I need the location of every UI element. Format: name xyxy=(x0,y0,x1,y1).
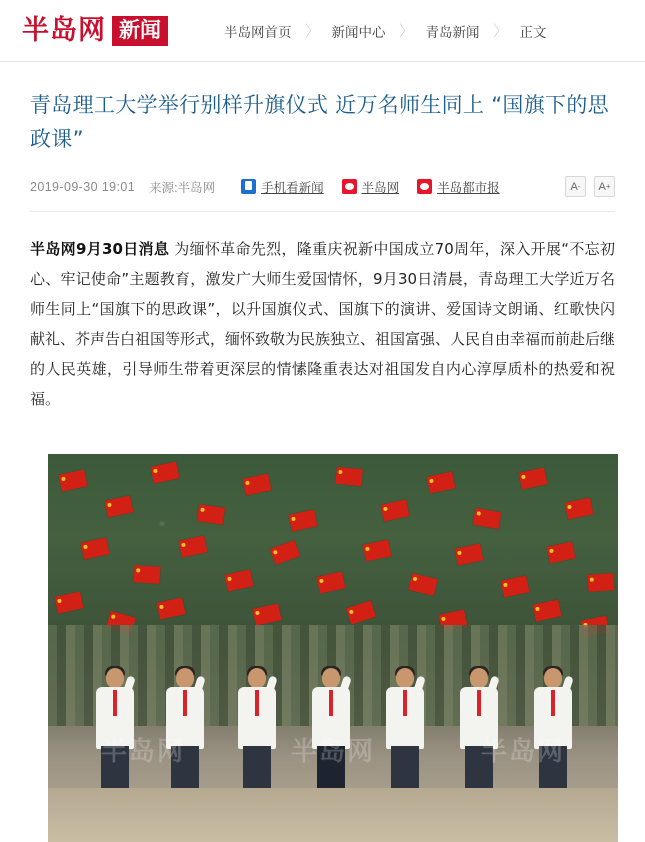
article xyxy=(0,88,645,842)
breadcrumb-item-qingdao-news[interactable]: 青岛新闻 xyxy=(425,24,480,40)
phone-icon xyxy=(241,179,256,194)
article-meta xyxy=(30,176,615,212)
share-weibo-bandao-label: 半岛网 xyxy=(361,180,400,195)
watermark-text: 半岛网 xyxy=(290,737,375,768)
weibo-icon xyxy=(417,179,432,194)
chevron-right-icon: 〉 xyxy=(493,22,506,40)
article-body xyxy=(30,234,615,414)
weibo-icon xyxy=(342,179,357,194)
font-increase-label: A xyxy=(598,180,606,193)
breadcrumb-item-home[interactable]: 半岛网首页 xyxy=(224,24,292,40)
font-decrease-sup: - xyxy=(577,182,581,191)
share-weibo-bandao[interactable] xyxy=(342,178,400,196)
page-title: 青岛理工大学举行别样升旗仪式 近万名师生同上 “国旗下的思政课” xyxy=(30,93,609,151)
logo-badge: 新闻 xyxy=(112,16,168,46)
font-decrease-button[interactable] xyxy=(565,176,586,197)
logo-text: 半岛网 xyxy=(22,15,106,46)
chevron-right-icon: 〉 xyxy=(399,22,412,40)
breadcrumb-item-current: 正文 xyxy=(519,24,547,40)
font-increase-button[interactable] xyxy=(594,176,615,197)
share-mobile-news-label: 手机看新闻 xyxy=(261,180,324,195)
site-logo[interactable] xyxy=(22,13,168,49)
photo-ground xyxy=(48,788,618,842)
font-increase-sup: + xyxy=(605,182,611,191)
article-source: 来源:半岛网 xyxy=(149,180,216,195)
share-weibo-metro[interactable] xyxy=(417,178,500,196)
font-decrease-label: A xyxy=(570,180,578,193)
watermark-text: 半岛网 xyxy=(480,737,565,768)
chevron-right-icon: 〉 xyxy=(305,22,318,40)
article-paragraph: 为缅怀革命先烈，隆重庆祝新中国成立70周年，深入开展“不忘初心、牢记使命”主题教育，激发广大师生爱国情怀，9月30日清晨，青岛理工大学近万名师生同上“国旗下的思政课”，以升国旗仪式、国旗下的演讲、爱国诗文朗诵、红歌快闪献礼、芥声告白祖国等形式，缅怀致敬为民族独立、祖国富强、人民自由幸福而前赴后继的人民英雄，引导师生带着更深层的情愫隆重表达对祖国发自内心淳厚质朴的热爱和祝福。 xyxy=(30,240,616,408)
share-weibo-metro-label: 半岛都市报 xyxy=(437,180,500,195)
photo-watermark xyxy=(48,720,618,780)
article-image xyxy=(48,454,618,842)
article-lead: 半岛网9月30日消息 xyxy=(30,240,170,258)
share-group xyxy=(241,178,518,196)
breadcrumb xyxy=(224,21,547,41)
breadcrumb-item-news-center[interactable]: 新闻中心 xyxy=(331,24,386,40)
site-header xyxy=(0,0,645,62)
publish-date: 2019-09-30 19:01 xyxy=(30,179,136,194)
watermark-text: 半岛网 xyxy=(100,737,185,768)
photo-crowd-with-flags xyxy=(48,454,618,842)
font-size-controls xyxy=(557,176,615,197)
share-mobile-news[interactable] xyxy=(241,178,324,196)
